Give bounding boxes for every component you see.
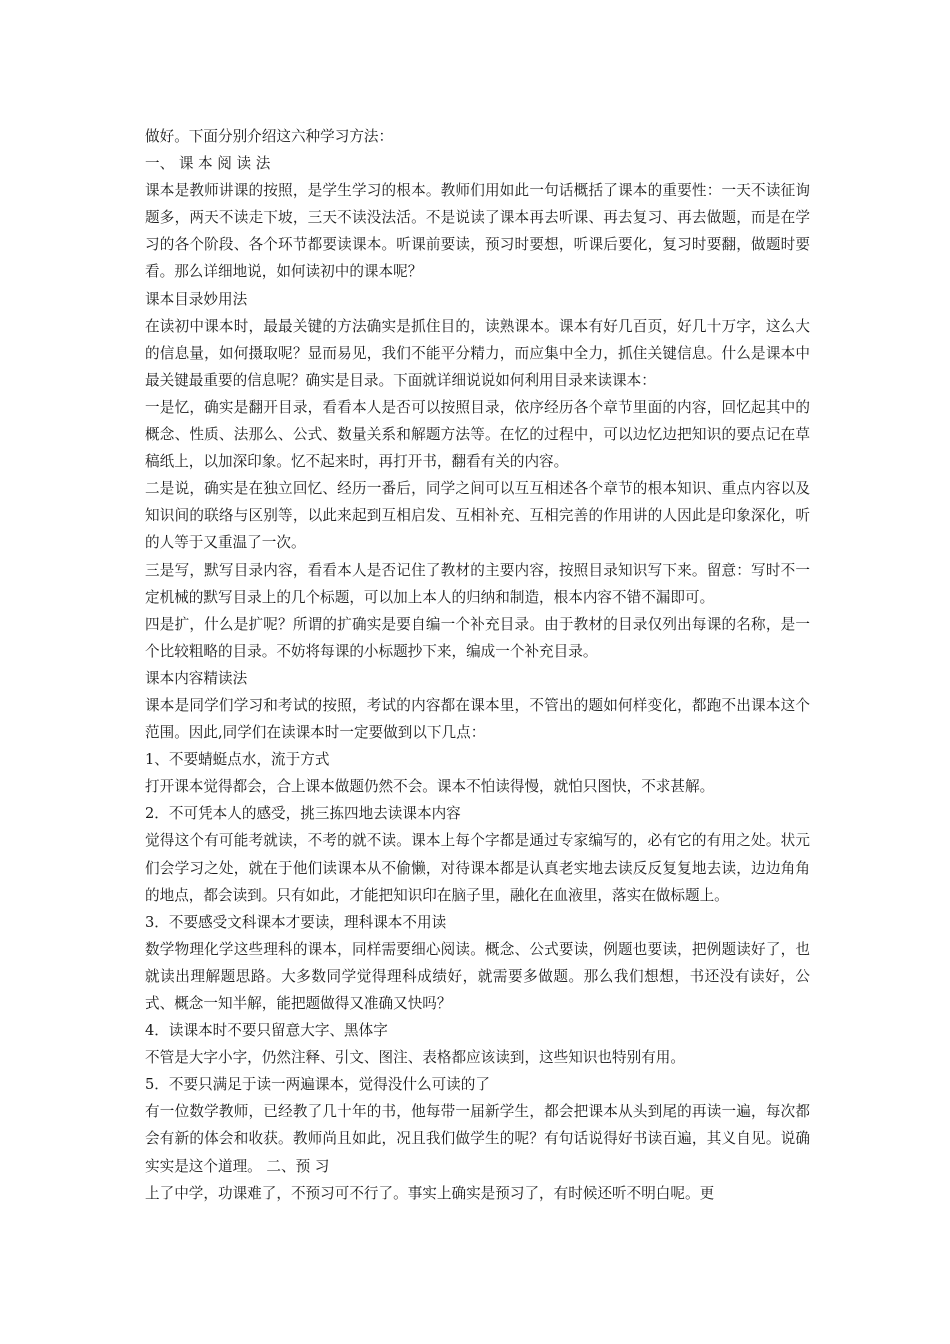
paragraph-recall: 一是忆，确实是翻开目录，看看本人是否可以按照目录，依序经历各个章节里面的内容，回忆起其中的概念、性质、法那么、公式、数量关系和解题方法等。在忆的过程中，可以边忆边把知识的要点记在草稿纸上，以加深印象。忆不起来时，再打开书，翻看有关的内容。 [145, 398, 810, 471]
paragraph-item-1: 打开课本觉得都会，合上课本做题仍然不会。课本不怕读得慢，就怕只图快，不求甚解。 [145, 778, 715, 796]
paragraph-item-3: 数学物理化学这些理科的课本，同样需要细心阅读。概念、公式要读，例题也要读，把例题读好了，也就读出理解题思路。大多数同学觉得理科成绩好，就需要多做题。那么我们想想，书还没有读好，公式、概念一知半解，能把题做得又准确又快吗？ [145, 940, 810, 1012]
paragraph-expand: 四是扩，什么是扩呢？所谓的扩确实是要自编一个补充目录。由于教材的目录仅列出每课的名称，是一个比较粗略的目录。不妨将每课的小标题抄下来，编成一个补充目录。 [145, 615, 810, 660]
paragraph-item-2: 觉得这个有可能考就读，不考的就不读。课本上每个字都是通过专家编写的，必有它的有用之处。状元们会学习之处，就在于他们读课本从不偷懒，对待课本都是认真老实地去读反反复复地去读，边边角角的地点，都会读到。只有如此，才能把知识印在脑子里，融化在血液里，落实在做标题上。 [145, 832, 810, 904]
paragraph-intensive-intro: 课本是同学们学习和考试的按照，考试的内容都在课本里，不管出的题如何样变化，都跑不出课本这个范围。因此,同学们在读课本时一定要做到以下几点： [145, 696, 810, 742]
list-item-4: 4．读课本时不要只留意大字、黑体字 [145, 1022, 388, 1040]
list-item-1: 1、不要蜻蜓点水，流于方式 [145, 751, 330, 769]
document-body [145, 123, 810, 1207]
subheading-table-of-contents: 课本目录妙用法 [145, 290, 248, 308]
paragraph-textbook-importance: 课本是教师讲课的按照，是学生学习的根本。教师们用如此一句话概括了课本的重要性：一天不读征询题多，两天不读走下坡，三天不读没法活。不是说读了课本再去听课、再去复习、再去做题，而是在学习的各个阶段、各个环节都要读课本。听课前要读，预习时要想，听课后要化，复习时要翻，做题时要看。那么详细地说，如何读初中的课本呢？ [145, 182, 810, 281]
paragraph-contents-method: 在读初中课本时，最最关键的方法确实是抓住目的，读熟课本。课本有好几百页，好几十万字，这么大的信息量，如何摄取呢？显而易见，我们不能平分精力，而应集中全力，抓住关键信息。什么是课本中最关键最重要的信息呢？确实是目录。下面就详细说说如何利用目录来读课本： [145, 317, 810, 389]
list-item-3: 3．不要感受文科课本才要读，理科课本不用读 [145, 913, 447, 931]
list-item-5: 5．不要只满足于读一两遍课本，觉得没什么可读的了 [145, 1076, 490, 1094]
paragraph-preview: 上了中学，功课难了，不预习可不行了。事实上确实是预习了，有时候还听不明白呢。更 [145, 1184, 715, 1202]
heading-textbook-reading: 一、 课 本 阅 读 法 [145, 155, 271, 173]
subheading-intensive-reading: 课本内容精读法 [145, 669, 248, 687]
paragraph-write: 三是写，默写目录内容，看看本人是否记住了教材的主要内容，按照目录知识写下来。留意：写时不一定机械的默写目录上的几个标题，可以加上本人的归纳和制造，根本内容不错不漏即可。 [145, 561, 810, 606]
paragraph-speak: 二是说，确实是在独立回忆、经历一番后，同学之间可以互互相述各个章节的根本知识、重点内容以及知识间的联络与区别等，以此来起到互相启发、互相补充、互相完善的作用讲的人因此是印象深化，听的人等于又重温了一次。 [145, 480, 810, 552]
paragraph-intro: 做好。下面分别介绍这六种学习方法： [145, 128, 394, 145]
list-item-2: 2．不可凭本人的感受，挑三拣四地去读课本内容 [145, 805, 461, 823]
paragraph-item-5: 有一位数学教师，已经教了几十年的书，他每带一届新学生，都会把课本从头到尾的再读一遍，每次都会有新的体会和收获。教师尚且如此，况且我们做学生的呢？有句话说得好书读百遍，其义自见。说确实实是这个道理。 二、预 习 [145, 1103, 810, 1175]
paragraph-item-4: 不管是大字小字，仍然注释、引文、图注、表格都应该读到，这些知识也特别有用。 [145, 1049, 685, 1067]
